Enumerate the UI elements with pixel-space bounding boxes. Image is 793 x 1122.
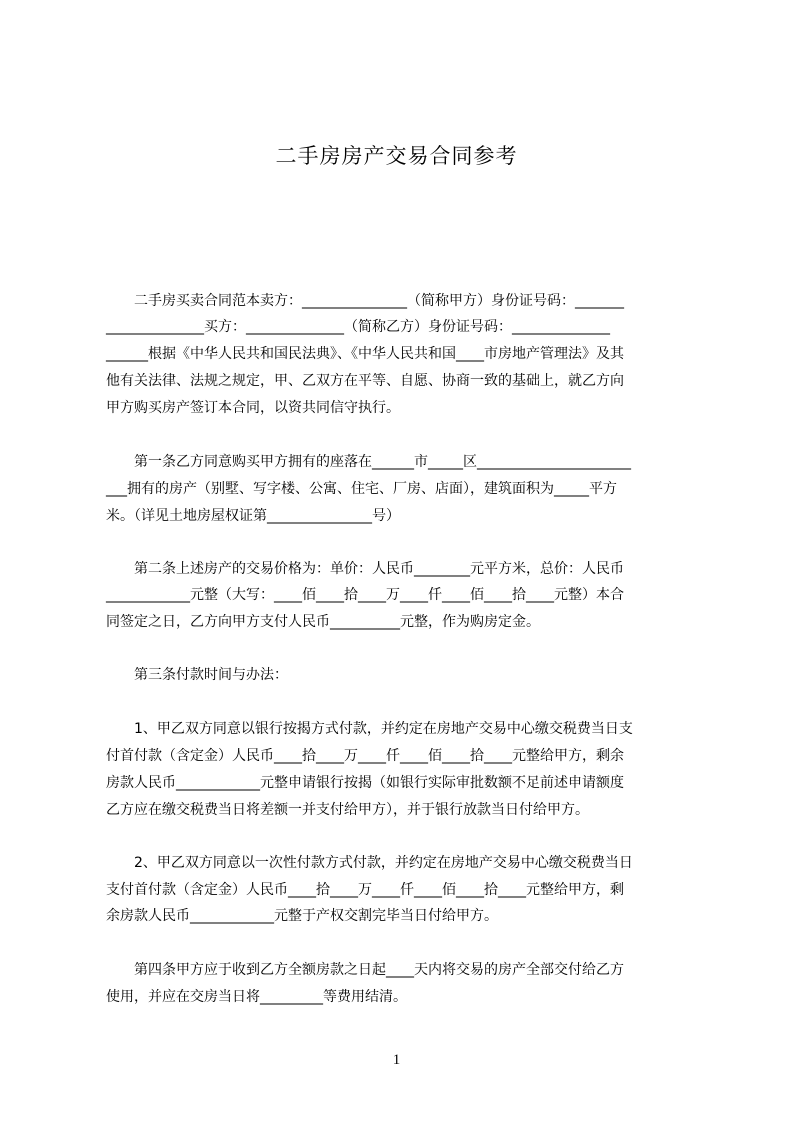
paragraph-line: 房款人民币____________元整申请银行按揭（如银行实际审批数额不足前述申请额度 — [106, 775, 624, 791]
paragraph-line: 2、甲乙双方同意以一次性付款方式付款，并约定在房地产交易中心缴交税费当日 — [106, 855, 633, 871]
paragraph-line: 第三条付款时间与办法： — [106, 667, 288, 683]
paragraph-line: 第一条乙方同意购买甲方拥有的座落在______市_____区______________________ — [106, 454, 631, 470]
paragraph-line: 使用，并应在交房当日将_________等费用结清。 — [106, 989, 407, 1005]
paragraph-line: 1、甲乙双方同意以银行按揭方式付款，并约定在房地产交易中心缴交税费当日支 — [106, 721, 633, 737]
paragraph-line: 乙方应在缴交税费当日将差额一并支付给甲方），并于银行放款当日付给甲方。 — [106, 802, 589, 818]
paragraph-line: ____________元整（大写：____佰____拾____万____仟____佰____拾____元整）本合 — [106, 587, 624, 603]
paragraph-line: 米。（详见土地房屋权证第_______________号） — [106, 508, 400, 524]
paragraph-line: 二手房买卖合同范本卖方：_______________（简称甲方）身份证号码：_______ — [106, 293, 624, 309]
document-title: 二手房房产交易合同参考 — [275, 144, 518, 168]
paragraph-line: 余房款人民币____________元整于产权交割完毕当日付给甲方。 — [106, 908, 498, 924]
paragraph-line: 同签定之日，乙方向甲方支付人民币__________元整，作为购房定金。 — [106, 614, 540, 630]
paragraph-line: 甲方购买房产签订本合同，以资共同信守执行。 — [106, 400, 400, 416]
paragraph-line: 支付首付款（含定金）人民币____拾____万____仟____佰____拾____元整给甲方，剩 — [106, 882, 624, 898]
paragraph-line: 第四条甲方应于收到乙方全额房款之日起____天内将交易的房产全部交付给乙方 — [106, 962, 624, 978]
paragraph-line: 付首付款（含定金）人民币____拾____万____仟____佰____拾____元整给甲方，剩余 — [106, 748, 624, 764]
paragraph-line: 他有关法律、法规之规定，甲、乙双方在平等、自愿、协商一致的基础上，就乙方向 — [106, 373, 624, 389]
page-number: 1 — [392, 1052, 401, 1068]
paragraph-line: ______根据《中华人民共和国民法典》、《中华人民共和国____市房地产管理法》及其 — [106, 346, 624, 362]
paragraph-line: ___拥有的房产（别墅、写字楼、公寓、住宅、厂房、店面），建筑面积为_____平方 — [106, 481, 617, 497]
paragraph-line: ______________买方：______________（简称乙方）身份证号码：______________ — [106, 319, 610, 335]
paragraph-line: 第二条上述房产的交易价格为：单价：人民币________元平方米，总价：人民币 — [106, 561, 624, 577]
